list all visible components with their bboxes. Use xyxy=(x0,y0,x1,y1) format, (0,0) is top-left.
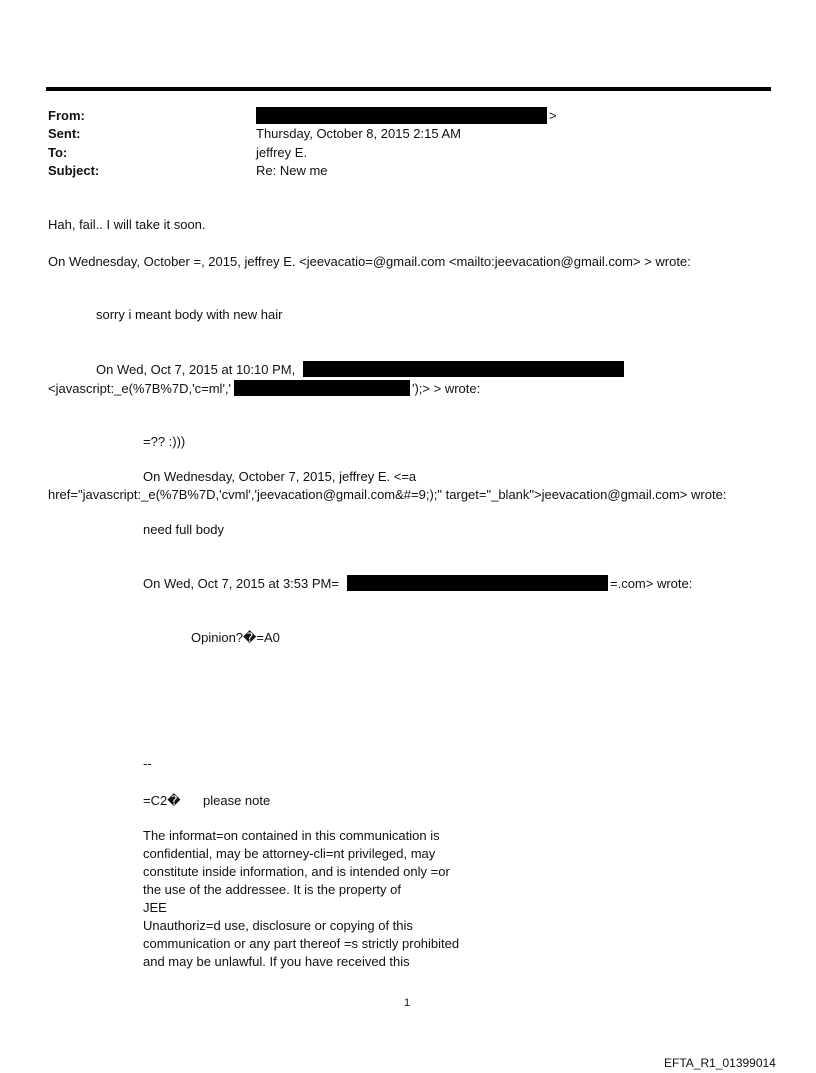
body-line-11a: =C2� xyxy=(143,793,181,808)
page-number: 1 xyxy=(404,997,411,1009)
redaction-sender-3 xyxy=(347,575,608,591)
body-line-4a: On Wed, Oct 7, 2015 at 10:10 PM, xyxy=(96,362,296,377)
body-line-6b: href="javascript:_e(%7B%7D,'cvml','jeevacation@gmail.com&#=9;);" target="_blank">jeevacation@gmail.com> wrote: xyxy=(48,487,727,502)
body-line-3: sorry i meant body with new hair xyxy=(96,307,283,322)
from-suffix: > xyxy=(549,108,557,123)
to-value: jeffrey E. xyxy=(256,145,308,160)
header-rule xyxy=(46,87,771,91)
signature-separator: -- xyxy=(143,756,152,771)
notice-line: Unauthoriz=d use, disclosure or copying of this xyxy=(143,918,413,933)
body-line-4b-prefix: <javascript:_e(%7B%7D,'c=ml',' xyxy=(48,381,232,396)
redaction-sender-1 xyxy=(303,361,624,377)
body-line-5: =?? :))) xyxy=(143,434,186,449)
body-line-6a: On Wednesday, October 7, 2015, jeffrey E. <=a xyxy=(143,469,417,484)
body-line-2: On Wednesday, October =, 2015, jeffrey E. <jeevacatio=@gmail.com <mailto:jeevacation@gmail.com> > wrote: xyxy=(48,254,691,269)
subject-value: Re: New me xyxy=(256,163,328,178)
notice-line: constitute inside information, and is intended only =or xyxy=(143,864,450,879)
from-label: From: xyxy=(48,108,85,123)
notice-line: the use of the addressee. It is the property of xyxy=(143,882,401,897)
notice-line: The informat=on contained in this communication is xyxy=(143,828,440,843)
subject-label: Subject: xyxy=(48,163,100,178)
body-line-9: Opinion?�=A0 xyxy=(191,630,280,645)
notice-line: confidential, may be attorney-cli=nt privileged, may xyxy=(143,846,436,861)
body-line-1: Hah, fail.. I will take it soon. xyxy=(48,217,206,232)
sent-value: Thursday, October 8, 2015 2:15 AM xyxy=(256,126,461,141)
notice-line: communication or any part thereof =s strictly prohibited xyxy=(143,936,460,951)
redaction-sender-2 xyxy=(234,380,410,396)
body-line-7: need full body xyxy=(143,522,224,537)
document-id: EFTA_R1_01399014 xyxy=(664,1056,776,1070)
body-line-8-prefix: On Wed, Oct 7, 2015 at 3:53 PM= xyxy=(143,576,339,591)
redaction-from xyxy=(256,107,547,124)
body-line-4b-suffix: ');> > wrote: xyxy=(412,381,481,396)
notice-line: and may be unlawful. If you have received this xyxy=(143,954,410,969)
body-line-8-suffix: =.com> wrote: xyxy=(610,576,693,591)
to-label: To: xyxy=(48,145,68,160)
body-line-11b: please note xyxy=(203,793,271,808)
sent-label: Sent: xyxy=(48,126,81,141)
notice-line: JEE xyxy=(143,900,167,915)
